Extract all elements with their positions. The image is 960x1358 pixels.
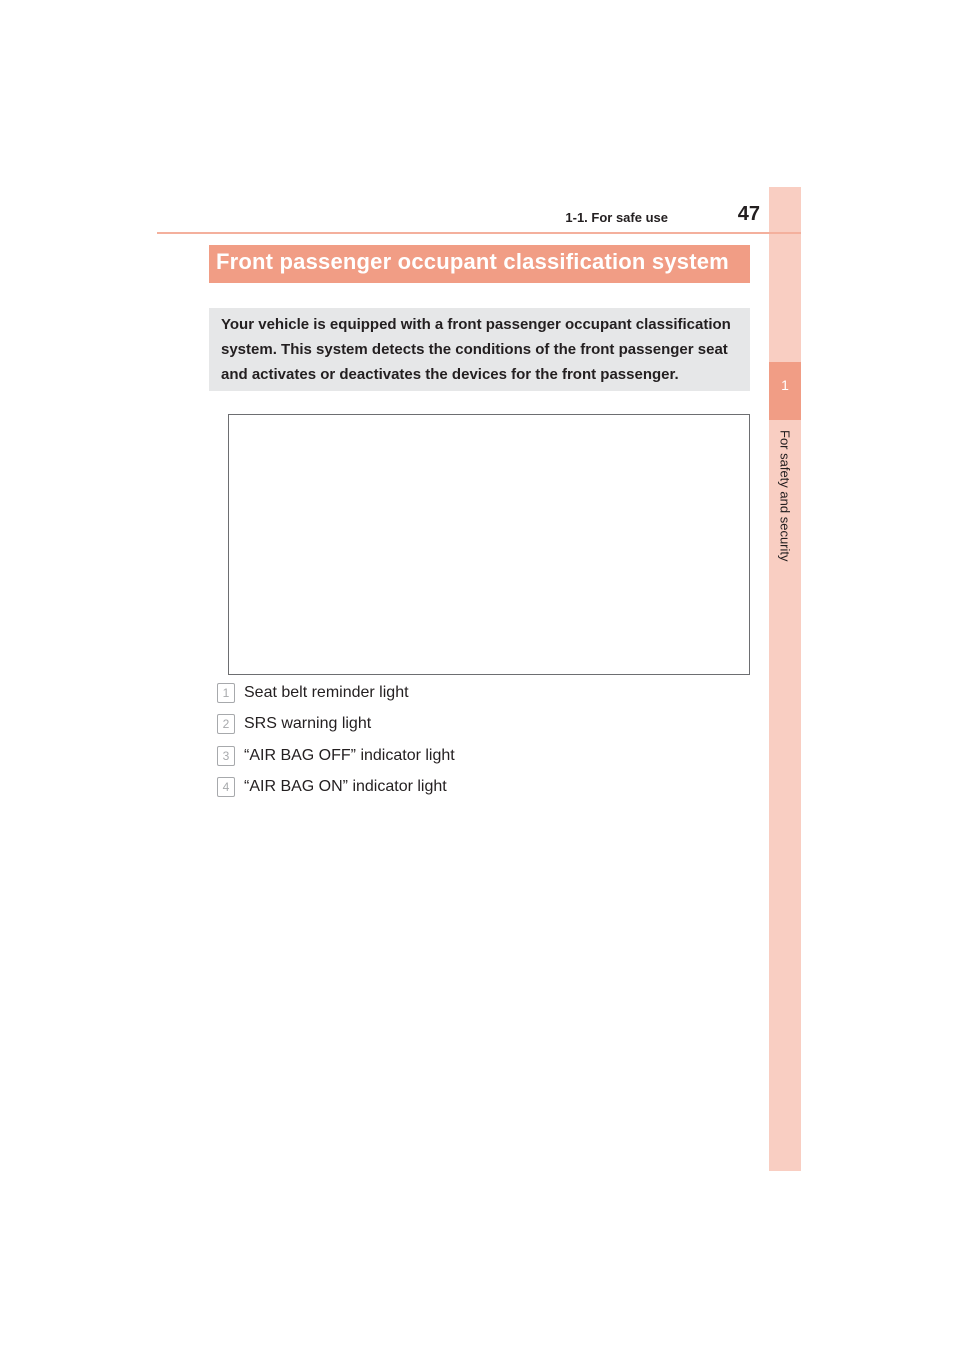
legend-number: 4: [217, 777, 235, 797]
legend-number: 2: [217, 714, 235, 734]
page-title: Front passenger occupant classification system: [216, 249, 729, 274]
chapter-number: 1: [781, 377, 789, 393]
legend-text: “AIR BAG OFF” indicator light: [244, 746, 455, 764]
illustration-frame: [228, 414, 750, 675]
legend-list: [217, 677, 747, 803]
legend-text: “AIR BAG ON” indicator light: [244, 778, 447, 796]
intro-text: Your vehicle is equipped with a front passenger occupant classification system. This system detects the conditions of the front passenger seat and activates or deactivates the devices for the front passenger.: [221, 316, 731, 383]
chapter-label: For safety and security: [777, 430, 793, 562]
list-item: [217, 709, 747, 741]
section-title: 1-1. For safe use: [565, 210, 668, 225]
chapter-side-tab: [769, 187, 801, 1171]
header-rule: [157, 232, 801, 234]
legend-text: SRS warning light: [244, 715, 372, 733]
legend-number: 3: [217, 746, 235, 766]
chapter-number-tab[interactable]: [769, 362, 801, 420]
legend-number: 1: [217, 683, 235, 703]
list-item: [217, 740, 747, 772]
list-item: [217, 677, 747, 709]
legend-text: Seat belt reminder light: [244, 683, 409, 701]
page-number: 47: [737, 203, 760, 225]
list-item: [217, 772, 747, 804]
